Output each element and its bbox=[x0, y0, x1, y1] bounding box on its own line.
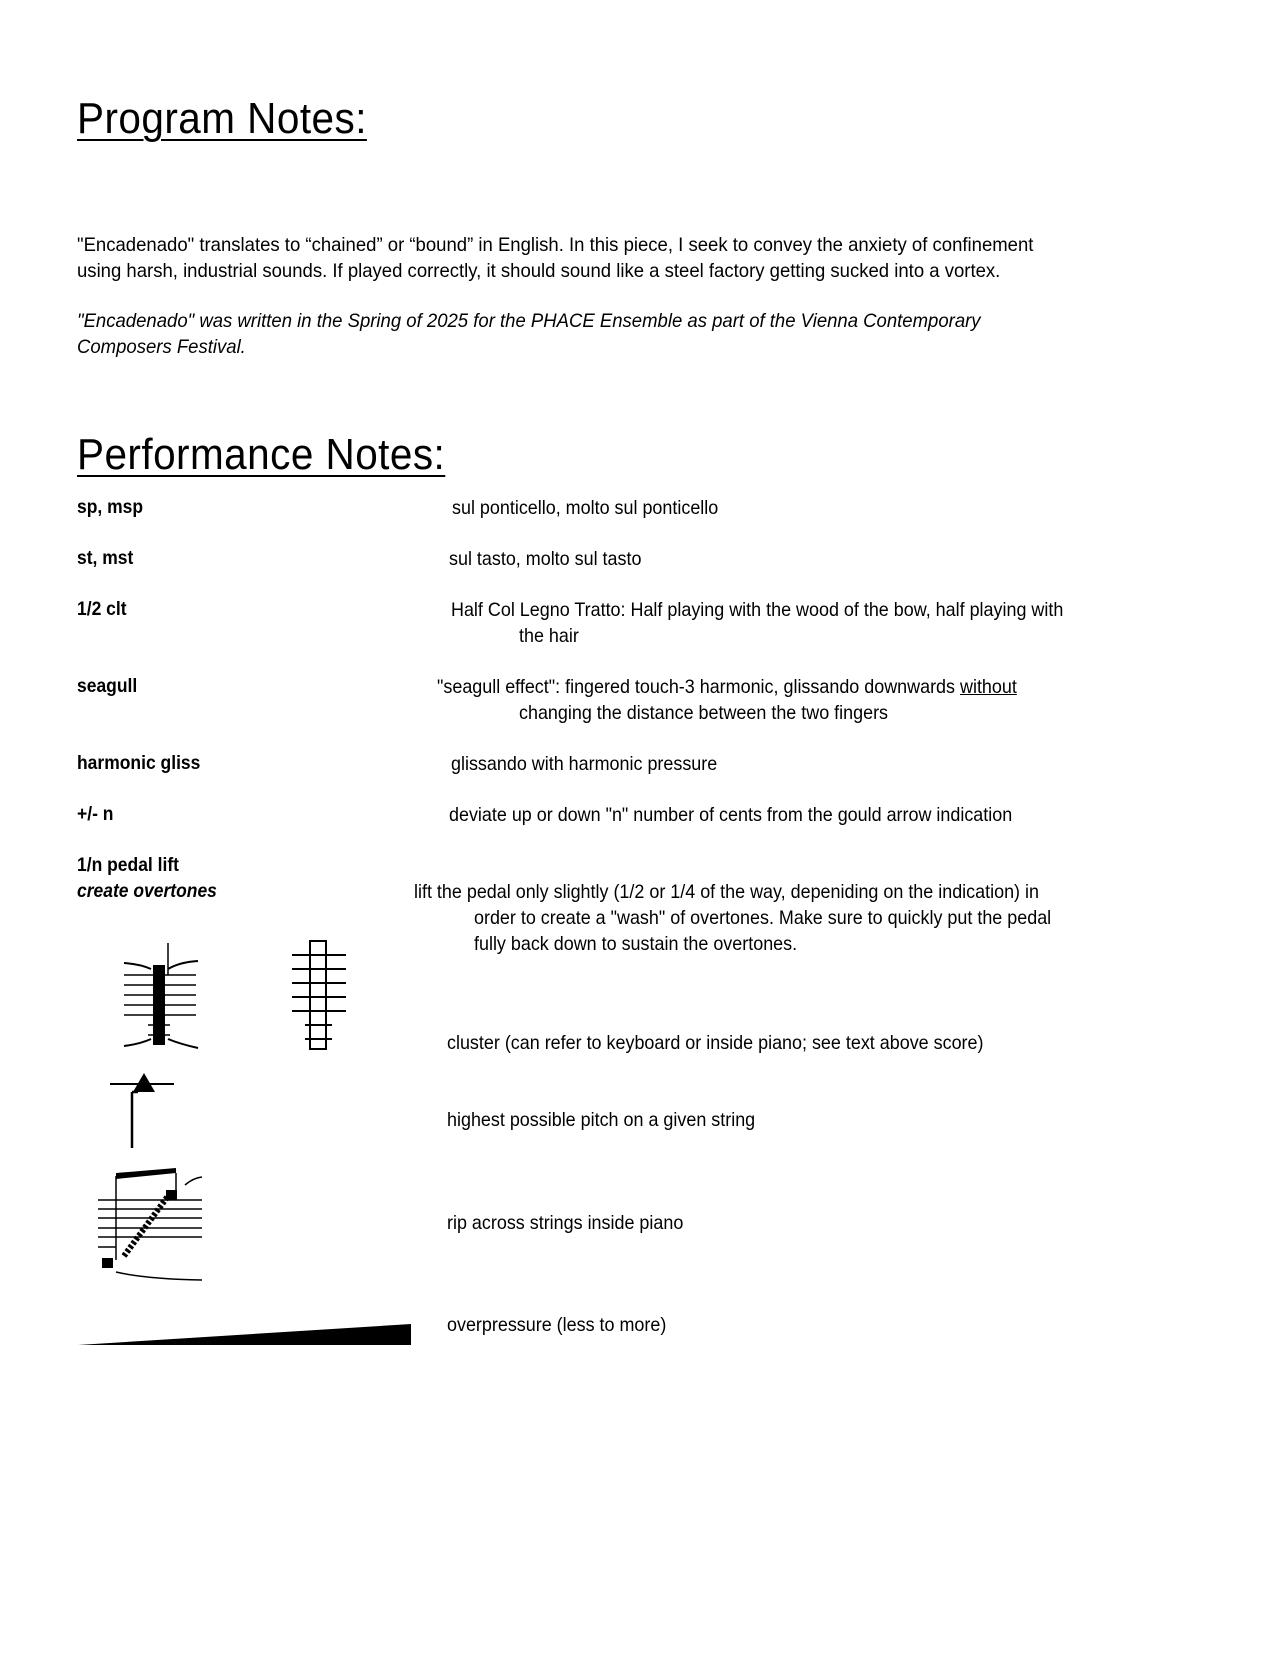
description-half-clt-line-1: Half Col Legno Tratto: Half playing with the wood of the bow, half playing with bbox=[451, 599, 1064, 621]
program-notes-paragraph-1-line-2: using harsh, industrial sounds. If played correctly, it should sound like a steel factory getting sucked into a vortex. bbox=[77, 260, 1001, 282]
term-half-clt: 1/2 clt bbox=[77, 599, 127, 620]
description-seagull-text: "seagull effect": fingered touch-3 harmonic, glissando downwards bbox=[437, 676, 961, 698]
description-seagull-line-1 bbox=[437, 674, 1017, 700]
performance-notes-heading: Performance Notes: bbox=[77, 430, 446, 479]
program-notes-paragraph-2-line-1: "Encadenado" was written in the Spring of 2025 for the PHACE Ensemble as part of the Vienna Contemporary bbox=[77, 310, 981, 332]
description-pedal-lift-line-3: fully back down to sustain the overtones. bbox=[474, 933, 798, 955]
description-st-mst: sul tasto, molto sul tasto bbox=[449, 548, 642, 570]
description-highest-pitch: highest possible pitch on a given string bbox=[447, 1109, 756, 1131]
term-seagull: seagull bbox=[77, 676, 138, 697]
highest-pitch-icon bbox=[108, 1070, 178, 1150]
description-cluster: cluster (can refer to keyboard or inside piano; see text above score) bbox=[447, 1032, 984, 1054]
description-pedal-lift-line-2: order to create a "wash" of overtones. Make sure to quickly put the pedal bbox=[474, 907, 1052, 929]
rip-across-strings-icon bbox=[96, 1168, 206, 1278]
cluster-notation-icon bbox=[118, 940, 208, 1050]
cluster-notation-open-icon bbox=[290, 938, 350, 1054]
term-pedal-lift: 1/n pedal lift bbox=[77, 855, 179, 876]
program-notes-paragraph-2-line-2: Composers Festival. bbox=[77, 336, 246, 358]
description-harmonic-gliss: glissando with harmonic pressure bbox=[451, 753, 718, 775]
description-plus-minus-n: deviate up or down "n" number of cents from the gould arrow indication bbox=[449, 804, 1013, 826]
term-plus-minus-n: +/- n bbox=[77, 804, 114, 825]
term-sp-msp: sp, msp bbox=[77, 497, 144, 518]
program-notes-heading: Program Notes: bbox=[77, 94, 367, 143]
description-half-clt-line-2: the hair bbox=[519, 625, 579, 647]
description-sp-msp: sul ponticello, molto sul ponticello bbox=[452, 497, 719, 519]
description-pedal-lift-line-1: lift the pedal only slightly (1/2 or 1/4 of the way, depeniding on the indication) in bbox=[414, 881, 1039, 903]
description-seagull-emphasis: without bbox=[960, 676, 1017, 698]
program-notes-paragraph-1-line-1: "Encadenado" translates to “chained” or “bound” in English. In this piece, I seek to convey the anxiety of confinement bbox=[77, 234, 1034, 256]
term-st-mst: st, mst bbox=[77, 548, 134, 569]
description-seagull-line-2: changing the distance between the two fingers bbox=[519, 702, 889, 724]
term-harmonic-gliss: harmonic gliss bbox=[77, 753, 201, 774]
description-overpressure: overpressure (less to more) bbox=[447, 1314, 667, 1336]
overpressure-wedge-icon bbox=[78, 1322, 414, 1346]
term-create-overtones: create overtones bbox=[77, 881, 217, 902]
description-rip-across-strings: rip across strings inside piano bbox=[447, 1212, 684, 1234]
